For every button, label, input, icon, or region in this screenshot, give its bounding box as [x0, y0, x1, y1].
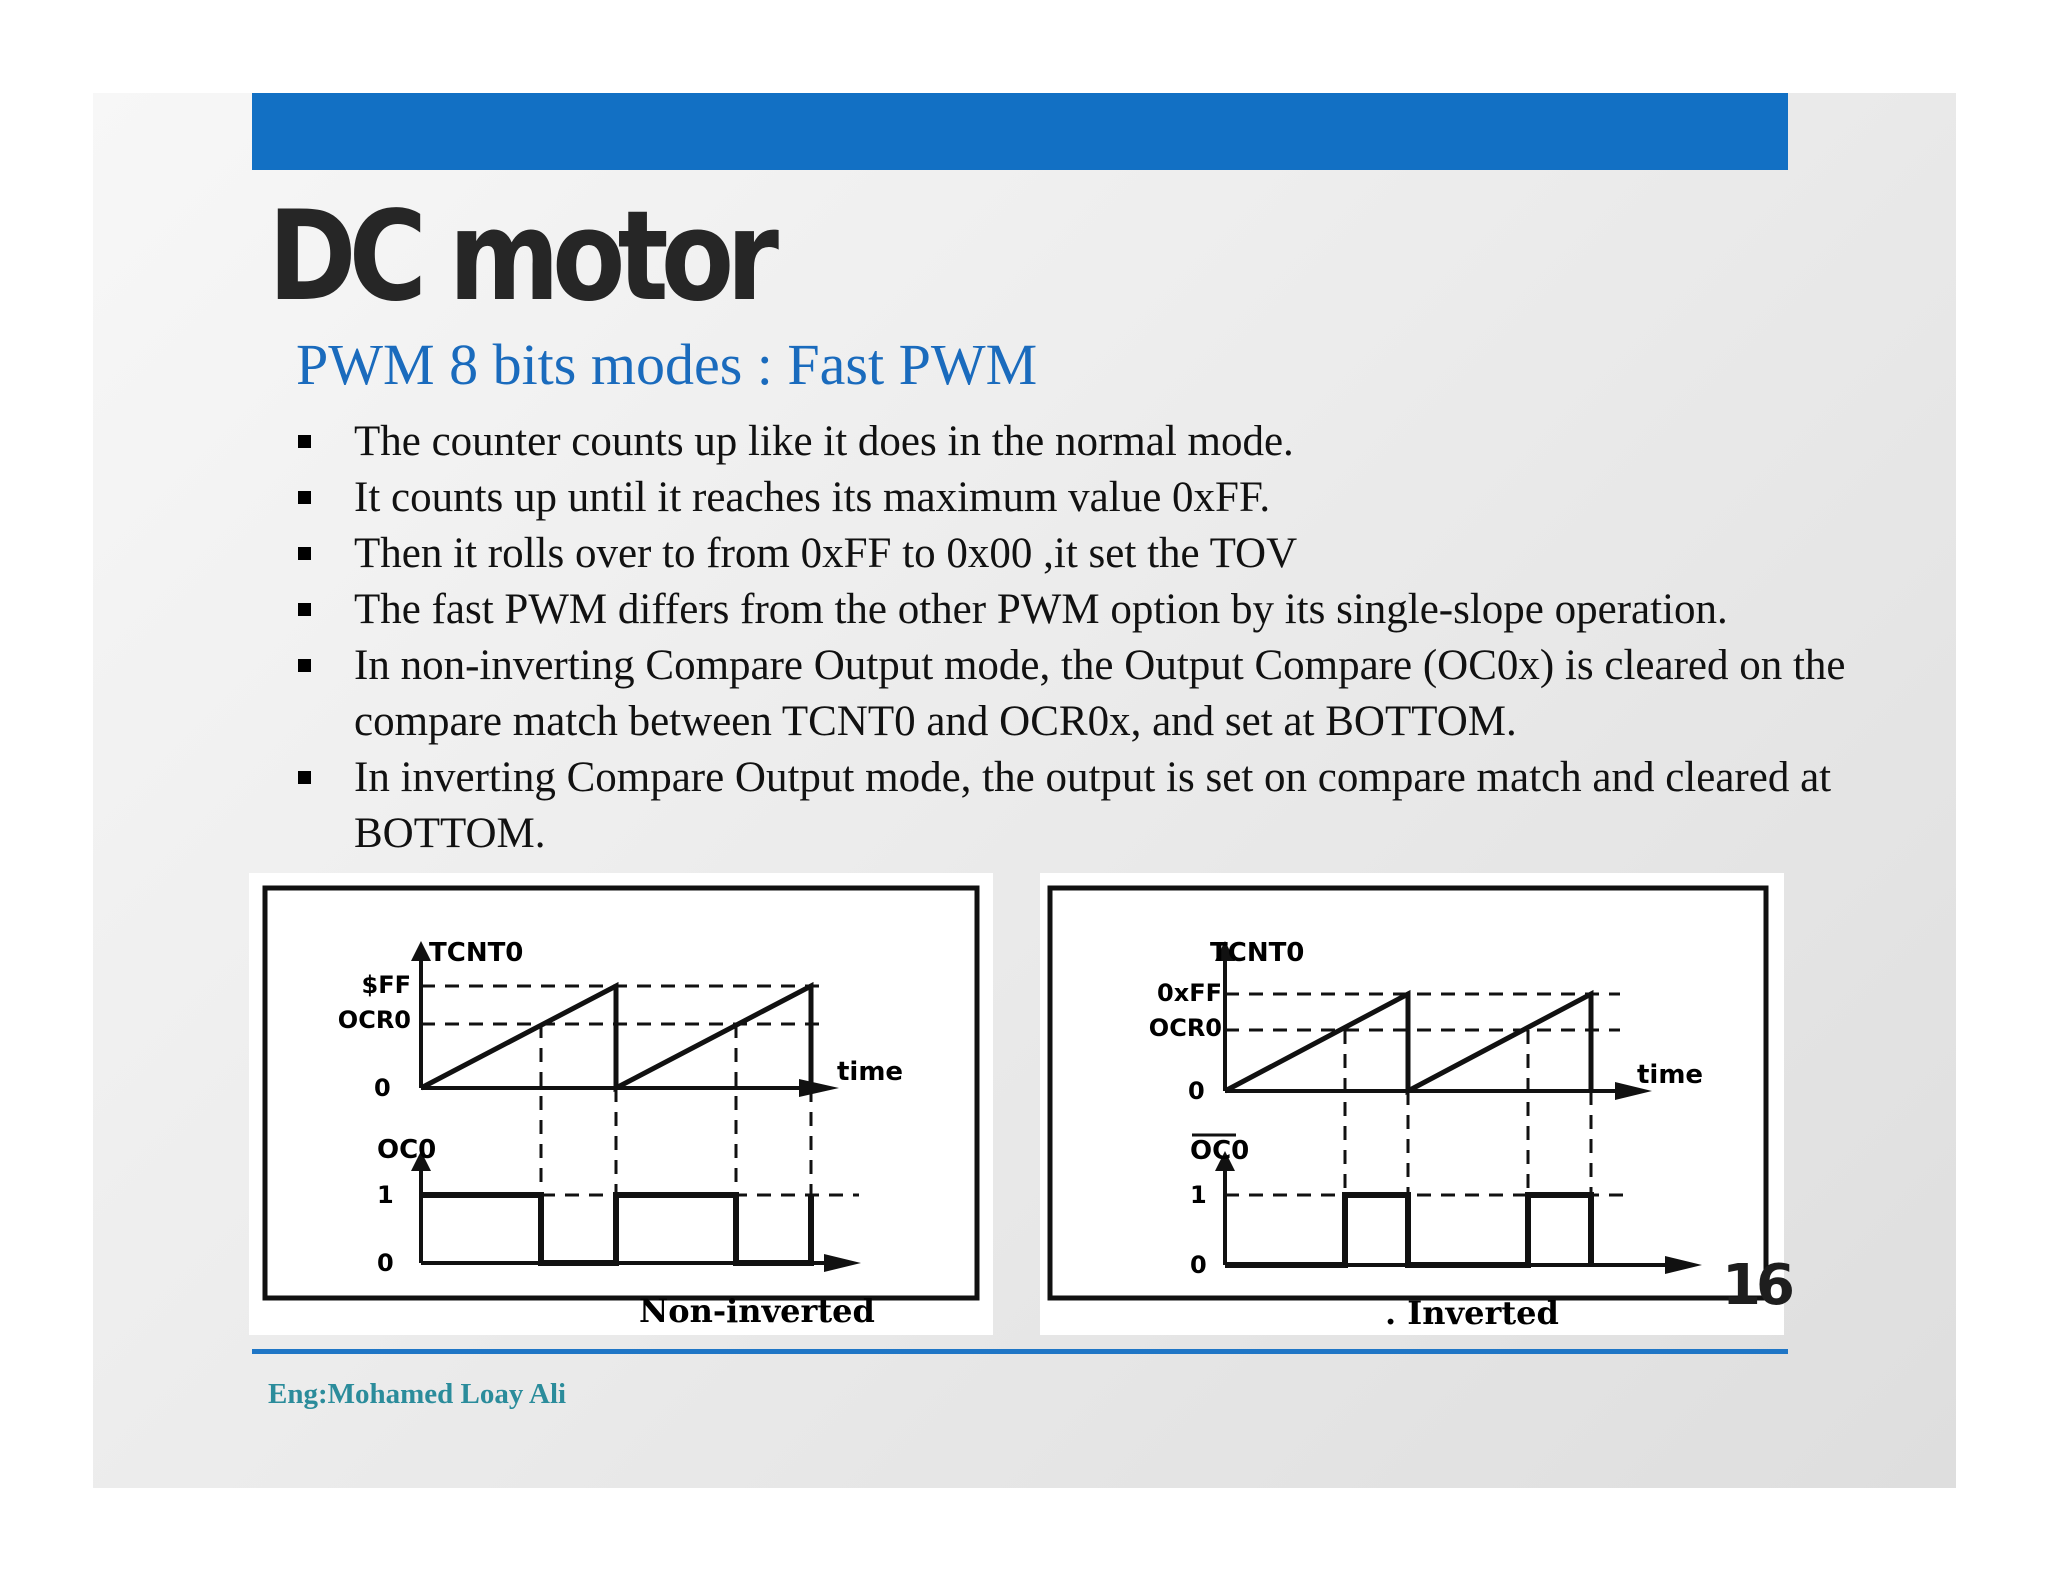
output-time-arrow-icon [1665, 1256, 1702, 1274]
counter-label: TCNT0 [429, 938, 524, 968]
bullet-item [292, 414, 1892, 470]
compare-value-label: OCR0 [1148, 1014, 1222, 1042]
zero-value-label: 0 [374, 1074, 391, 1102]
square-bullet-icon [298, 771, 311, 784]
non-inverted-timing-diagram [249, 873, 993, 1335]
figure-frame [265, 888, 977, 1298]
time-label: time [1637, 1060, 1704, 1090]
counter-sawtooth-waveform [1225, 994, 1591, 1091]
inverted-timing-diagram [1040, 873, 1784, 1335]
compare-value-label: OCR0 [337, 1006, 411, 1034]
counter-sawtooth-waveform [421, 986, 811, 1088]
footer-rule [252, 1349, 1788, 1354]
square-bullet-icon [298, 491, 311, 504]
bullet-item [292, 526, 1892, 582]
slide-title: DC motor [268, 185, 772, 329]
square-bullet-icon [298, 659, 311, 672]
zero-value-label: 0 [1188, 1077, 1205, 1105]
author-credit: Eng:Mohamed Loay Ali [268, 1378, 567, 1410]
low-value-label: 0 [1190, 1251, 1207, 1279]
output-label: OC0 [1190, 1136, 1250, 1166]
title-accent-bar [252, 93, 1788, 170]
high-value-label: 1 [1190, 1181, 1207, 1209]
bullet-text: The fast PWM differs from the other PWM option by its single-slope operation. [354, 586, 1728, 633]
square-bullet-icon [298, 603, 311, 616]
bullet-list [292, 414, 1892, 862]
figure-caption: . Inverted [1385, 1294, 1559, 1332]
figure-caption: Non-inverted [639, 1292, 875, 1330]
bullet-item [292, 750, 1892, 862]
time-axis-arrow-icon [799, 1079, 839, 1097]
bullet-item [292, 638, 1892, 750]
bullet-text: In inverting Compare Output mode, the output is set on compare match and cleared at BOTTOM. [354, 754, 1832, 857]
time-label: time [837, 1057, 904, 1087]
top-value-label: 0xFF [1157, 979, 1222, 1007]
square-bullet-icon [298, 547, 311, 560]
bullet-item [292, 582, 1892, 638]
low-value-label: 0 [377, 1249, 394, 1277]
non-inverted-pwm-figure [249, 873, 993, 1335]
counter-label: TCNT0 [1210, 938, 1305, 968]
slide-number: 16 [1722, 1253, 1790, 1318]
bullet-item [292, 470, 1892, 526]
square-bullet-icon [298, 435, 311, 448]
bullet-text: In non-inverting Compare Output mode, the Output Compare (OC0x) is cleared on the compare match between TCNT0 and OCR0x, and set at BOTTOM. [354, 642, 1846, 745]
bullet-text: Then it rolls over to from 0xFF to 0x00 ,it set the TOV [354, 530, 1298, 577]
inverted-pwm-figure [1040, 873, 1784, 1335]
output-time-arrow-icon [824, 1254, 861, 1272]
oc0-square-waveform [421, 1195, 811, 1263]
counter-axis-arrow-icon [411, 941, 431, 961]
high-value-label: 1 [377, 1181, 394, 1209]
bullet-text: It counts up until it reaches its maximum value 0xFF. [354, 474, 1271, 521]
top-value-label: $FF [361, 971, 411, 999]
bullet-text: The counter counts up like it does in the normal mode. [354, 418, 1294, 465]
slide-subtitle: PWM 8 bits modes : Fast PWM [296, 332, 1038, 397]
output-label: OC0 [377, 1135, 437, 1165]
oc0-inverted-square-waveform [1225, 1195, 1591, 1265]
